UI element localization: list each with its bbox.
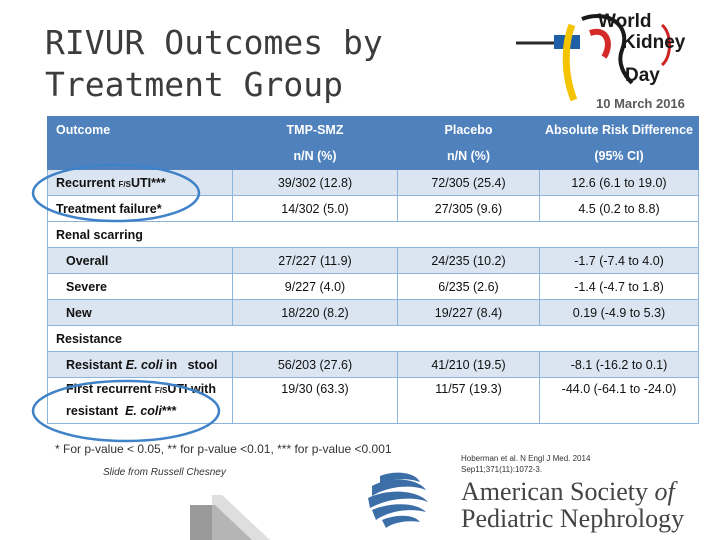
header-placebo-sub: n/N (%) [398,142,540,170]
ellipse-shape [33,165,199,221]
header-tmp: TMP-SMZ [233,117,398,143]
row-label-text: Resistant [66,357,126,372]
cell-placebo: 6/235 (2.6) [398,274,540,300]
aspn-line2: Pediatric Nephrology [461,504,685,533]
logo-text-world: World [598,11,652,32]
aspn-line1-text: American Society [461,477,655,506]
cell-tmp: 39/302 (12.8) [233,170,398,196]
row-label-text: in stool [162,357,218,372]
table-row [48,300,699,326]
cell-tmp: 19/30 (63.3) [233,378,398,424]
row-label-text: UTI with [167,382,216,396]
table-header-row [48,117,699,143]
logo-text-kidney: Kidney [622,32,686,53]
citation-line2: Sep11;371(11):1072-3. [461,465,543,474]
header-ard: Absolute Risk Difference [540,117,699,143]
header-outcome: Outcome [48,117,233,143]
aspn-mark-group [368,473,428,528]
header-tmp-sub: n/N (%) [233,142,398,170]
cell-ard: 0.19 (-4.9 to 5.3) [540,300,699,326]
cell-tmp: 56/203 (27.6) [233,352,398,378]
row-label-text: *** [161,404,177,418]
row-label-text: Recurrent [56,175,119,190]
cell-placebo: 27/305 (9.6) [398,196,540,222]
cell-ard: -1.4 (-4.7 to 1.8) [540,274,699,300]
row-label-italic: E. coli [125,357,163,372]
cell-tmp: 9/227 (4.0) [233,274,398,300]
row-label-new: New [48,300,233,326]
slide-title-line1: RIVUR Outcomes by [45,23,383,62]
corner-bar-shape [212,495,270,540]
row-label-stool [48,352,233,378]
slide-title [45,22,383,106]
cell-placebo: 72/305 (25.4) [398,170,540,196]
logo-text-day: Day [625,65,660,86]
aspn-stroke-shape [382,516,420,528]
logo-kidney-red-shape [590,32,608,57]
cell-placebo: 11/57 (19.3) [398,378,540,424]
cell-placebo: 24/235 (10.2) [398,248,540,274]
highlight-ellipse-bottom [28,377,228,447]
table-row [48,274,699,300]
cell-tmp: 18/220 (8.2) [233,300,398,326]
slide-credit: Slide from Russell Chesney [103,467,226,478]
cell-ard: 12.6 (6.1 to 19.0) [540,170,699,196]
row-label-text: resistant [66,404,126,418]
header-ard-sub: (95% CI) [540,142,699,170]
row-label-severe: Severe [48,274,233,300]
citation-line1: Hoberman et al. N Engl J Med. 2014 [461,454,591,463]
row-label-subscript: F/S [154,386,168,395]
cell-ard: 4.5 (0.2 to 8.8) [540,196,699,222]
cell-placebo: 19/227 (8.4) [398,300,540,326]
ellipse-shape [33,381,219,441]
slide-title-line2: Treatment Group [45,65,344,104]
cell-ard: -8.1 (-16.2 to 0.1) [540,352,699,378]
aspn-line1-of: of [654,477,675,506]
highlight-ellipse-top [28,160,208,226]
aspn-wordmark [461,478,684,532]
cell-ard: -1.7 (-7.4 to 4.0) [540,248,699,274]
row-label-text: UTI*** [130,175,166,190]
cell-tmp: 27/227 (11.9) [233,248,398,274]
row-label-overall: Overall [48,248,233,274]
logo-date: 10 March 2016 [596,96,685,111]
cell-placebo: 41/210 (19.5) [398,352,540,378]
row-label-resistance: Resistance [48,326,699,352]
table-footnote: * For p-value < 0.05, ** for p-value <0.01, *** for p-value <0.001 [55,442,392,456]
table-row [48,326,699,352]
citation [461,453,631,475]
header-placebo: Placebo [398,117,540,143]
aspn-logo-mark [360,468,454,530]
row-label-subscript: F/S [118,179,131,189]
cell-ard: -44.0 (-64.1 to -24.0) [540,378,699,424]
row-label-failure: Treatment failure* [48,196,233,222]
row-label-italic: E. coli [125,404,162,418]
table-row [48,352,699,378]
aspn-line1 [461,478,684,505]
row-label-scarring: Renal scarring [48,222,699,248]
cell-tmp: 14/302 (5.0) [233,196,398,222]
table-row [48,248,699,274]
row-label-text: First recurrent [66,382,155,396]
